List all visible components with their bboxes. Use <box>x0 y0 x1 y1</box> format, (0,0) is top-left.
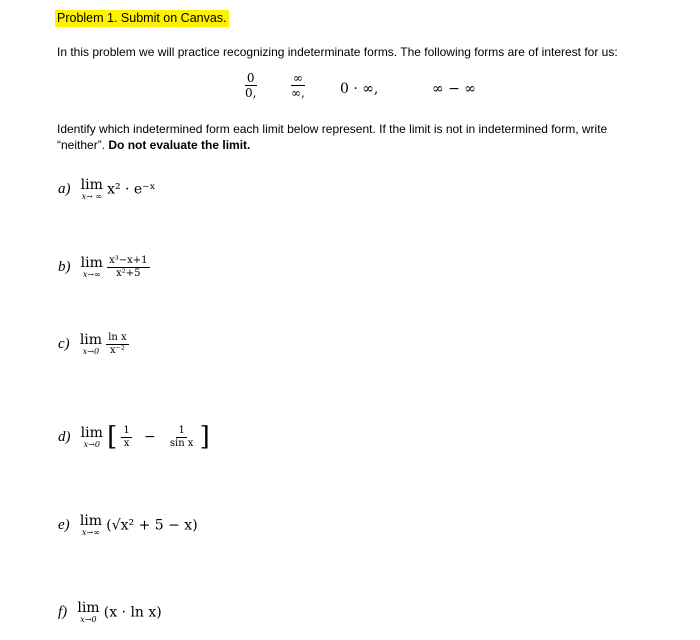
problem-c <box>58 333 129 356</box>
problem-f <box>58 601 162 624</box>
fraction-one-over-sinx <box>168 426 196 449</box>
form-inf-over-inf <box>289 72 307 99</box>
limit-operator <box>80 514 102 537</box>
problem-title: Problem 1. Submit on Canvas. <box>57 11 227 25</box>
limit-operator <box>81 256 103 279</box>
fraction-numerator: x³−x+1 <box>109 255 148 266</box>
problem-e-label: e) <box>58 517 70 534</box>
form1-denominator: 0, <box>245 86 257 100</box>
lim-word: lim <box>77 600 100 616</box>
fraction-one-over-x <box>121 426 131 449</box>
limit-operator <box>80 333 102 356</box>
lim-subscript: x→ ∞ <box>81 192 102 201</box>
problem-d <box>58 422 210 452</box>
problem-b-fraction <box>107 256 149 279</box>
form-inf-minus-inf: ∞ − ∞ <box>432 81 476 97</box>
lim-word: lim <box>80 424 103 441</box>
fraction-numerator: ln x <box>108 332 127 343</box>
problem-e <box>58 514 198 537</box>
instructions-line1: Identify which indetermined form each limit below represent. If the limit is not in indetermined form, write <box>57 122 608 136</box>
problem-d-label: d) <box>58 428 71 445</box>
right-bracket: ] <box>199 422 210 452</box>
problem-c-fraction <box>106 333 128 356</box>
fraction-denominator: x <box>123 437 130 449</box>
fraction-denominator: sin x <box>169 437 194 449</box>
problem-a <box>58 178 156 201</box>
intro-text: In this problem we will practice recognizing indeterminate forms. The following forms are of interest for us: <box>57 45 618 59</box>
instructions-bold: Do not evaluate the limit. <box>108 138 251 152</box>
lim-subscript: x→∞ <box>82 270 101 279</box>
form-zero-over-zero <box>243 72 258 99</box>
instructions-line2: “neither”. <box>57 138 109 152</box>
limit-operator <box>81 178 103 201</box>
lim-word: lim <box>79 513 103 529</box>
lim-subscript: x→0 <box>80 615 97 624</box>
form2-denominator: ∞, <box>291 86 305 100</box>
form1-numerator: 0 <box>246 71 255 85</box>
problem-a-label: a) <box>58 181 71 198</box>
lim-subscript: x→0 <box>83 439 100 449</box>
form-zero-times-inf: 0 · ∞, <box>340 81 379 97</box>
fraction-denominator: x²+5 <box>116 268 141 279</box>
minus-sign: − <box>143 428 156 445</box>
limit-operator <box>81 426 103 449</box>
problem-b <box>58 256 150 279</box>
problem-c-label: c) <box>58 336 70 353</box>
problem-e-expression: (√x² + 5 − x) <box>106 517 198 534</box>
limit-operator <box>77 601 99 624</box>
problem-b-label: b) <box>58 259 71 276</box>
fraction-numerator: 1 <box>178 424 185 436</box>
lim-word: lim <box>80 177 103 193</box>
form2-numerator: ∞ <box>292 71 303 85</box>
fraction-numerator: 1 <box>123 424 130 436</box>
instructions <box>57 121 657 153</box>
fraction-denominator: x⁻² <box>110 345 125 356</box>
lim-subscript: x→0 <box>82 347 100 356</box>
problem-f-label: f) <box>58 604 68 621</box>
lim-subscript: x→∞ <box>82 528 100 537</box>
lim-word: lim <box>80 255 103 271</box>
problem-a-expression: x² · e⁻ˣ <box>107 181 156 198</box>
left-bracket: [ <box>107 422 118 452</box>
lim-word: lim <box>79 332 103 348</box>
problem-f-expression: (x · ln x) <box>103 604 162 621</box>
